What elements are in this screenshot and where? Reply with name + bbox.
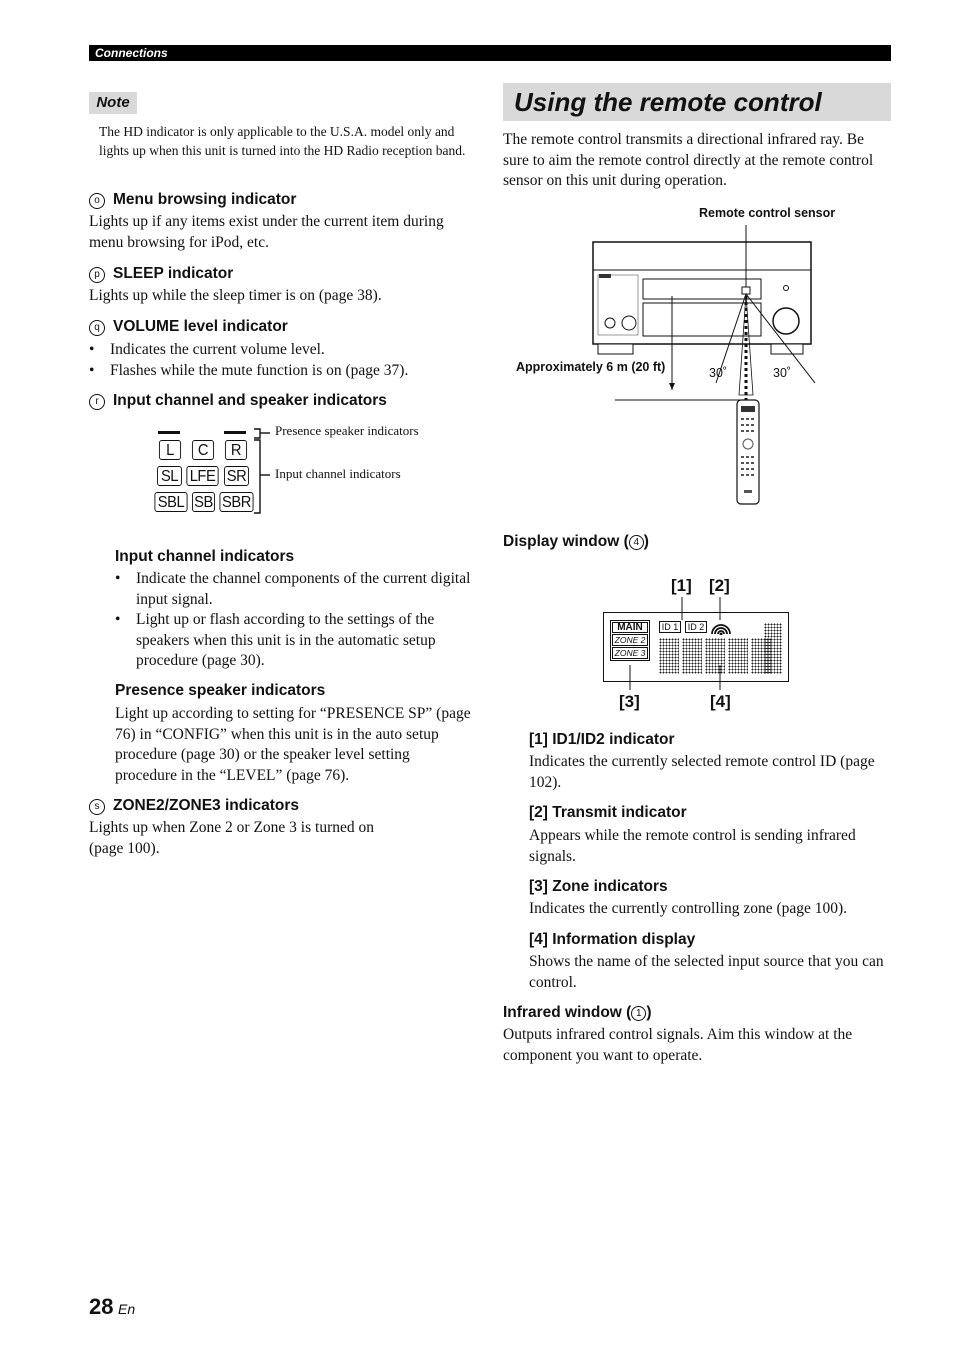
item-1-text: Indicates the currently selected remote control ID (page 102). xyxy=(529,753,875,791)
item-4-title: [4] Information display xyxy=(529,931,696,948)
language-code: En xyxy=(118,1301,136,1317)
menu-browsing-text: Lights up if any items exist under the current item during menu browsing for iPod, etc. xyxy=(89,213,444,251)
zone-title: ZONE2/ZONE3 indicators xyxy=(113,797,300,814)
item-3-title: [3] Zone indicators xyxy=(529,878,668,895)
callout-2: [2] xyxy=(709,576,730,595)
info-display-char xyxy=(659,638,679,674)
channel-sbl: SBL xyxy=(154,492,187,512)
display-window xyxy=(603,612,789,682)
marker-p: p xyxy=(89,267,105,283)
zone-2: ZONE 2 xyxy=(612,634,648,646)
presence-bar xyxy=(158,431,180,434)
callout-1: [1] xyxy=(671,576,692,595)
intro-text: The remote control transmits a directional infrared ray. Be sure to aim the remote control directly at the remote control sensor on this unit during operation. xyxy=(503,131,874,189)
angle-right-label: 30˚ xyxy=(773,366,792,380)
marker-1: 1 xyxy=(631,1006,646,1021)
infrared-title: Infrared window ( xyxy=(503,1004,632,1021)
note-label: Note xyxy=(89,92,137,114)
volume-title: VOLUME level indicator xyxy=(113,318,288,335)
infrared-title-end: ) xyxy=(646,1004,652,1021)
channel-sb: SB xyxy=(192,492,215,512)
display-window-title: Display window ( xyxy=(503,533,629,550)
channel-sl: SL xyxy=(157,466,182,486)
info-display-char xyxy=(705,638,725,674)
input-speaker-title: Input channel and speaker indicators xyxy=(113,392,387,409)
item-3-text: Indicates the currently controlling zone (page 100). xyxy=(529,900,848,917)
header-bar xyxy=(89,45,891,61)
zone-text: Lights up when Zone 2 or Zone 3 is turned on (page 100). xyxy=(89,819,374,857)
list-item: • Indicate the channel components of the current digital input signal. xyxy=(115,569,475,610)
item-4-text: Shows the name of the selected input source that you can control. xyxy=(529,953,884,991)
item-2-text: Appears while the remote control is sending infrared signals. xyxy=(529,827,856,865)
callout-4: [4] xyxy=(710,692,731,711)
page-number: 28 xyxy=(89,1294,114,1319)
channel-l: L xyxy=(159,440,181,460)
info-display-char xyxy=(682,638,702,674)
presence-text: Light up according to setting for “PRESENCE SP” (page 76) in “CONFIG” when this unit is in the auto setup procedure (page 30) or the speaker level setting procedure in the “LEVEL” (page 76). xyxy=(115,705,471,784)
zone-heading xyxy=(89,796,299,816)
marker-r: r xyxy=(89,394,105,410)
channel-c: C xyxy=(192,440,214,460)
info-display-char xyxy=(728,638,748,674)
volume-list xyxy=(89,340,474,381)
menu-browsing-heading xyxy=(89,190,296,210)
input-channel-title: Input channel indicators xyxy=(115,548,295,565)
infrared-text: Outputs infrared control signals. Aim this window at the component you want to operate. xyxy=(503,1026,853,1064)
marker-q: q xyxy=(89,320,105,336)
id2-indicator: ID 2 xyxy=(685,621,707,633)
zone-3: ZONE 3 xyxy=(612,647,648,659)
list-item: • Indicates the current volume level. xyxy=(89,340,474,361)
marker-s: s xyxy=(89,799,105,815)
sleep-heading xyxy=(89,264,233,284)
transmit-icon xyxy=(710,619,732,635)
display-window-heading xyxy=(503,532,649,552)
info-display-char xyxy=(764,623,782,674)
channel-lfe: LFE xyxy=(186,466,218,486)
sleep-text: Lights up while the sleep timer is on (page 38). xyxy=(89,287,382,304)
list-item: • Flashes while the mute function is on (page 37). xyxy=(89,361,474,382)
note-text: The HD indicator is only applicable to the U.S.A. model only and lights up when this unit is turned into the HD Radio reception band. xyxy=(99,124,466,158)
page-title: Using the remote control xyxy=(514,87,822,117)
distance-label: Approximately 6 m (20 ft) xyxy=(516,360,666,374)
presence-bar xyxy=(224,431,246,434)
marker-o: o xyxy=(89,193,105,209)
id1-indicator: ID 1 xyxy=(659,621,681,633)
sensor-label: Remote control sensor xyxy=(699,206,836,220)
item-2-title: [2] Transmit indicator xyxy=(529,804,687,821)
infrared-heading xyxy=(503,1003,651,1023)
channel-r: R xyxy=(225,440,247,460)
zone-main: MAIN xyxy=(612,622,648,633)
input-callout: Input channel indicators xyxy=(275,466,401,481)
display-window-title-end: ) xyxy=(643,533,649,550)
section-label: Connections xyxy=(95,46,168,60)
list-item: • Light up or flash according to the settings of the speakers when this unit is in the automatic setup procedure (page 30). xyxy=(115,610,475,672)
sleep-title: SLEEP indicator xyxy=(113,265,234,282)
input-channel-list xyxy=(115,569,475,672)
remote-sensor-figure xyxy=(503,200,893,510)
angle-left-label: 30˚ xyxy=(709,366,728,380)
receiver-and-remote-drawing xyxy=(503,200,893,510)
presence-callout: Presence speaker indicators xyxy=(275,423,419,438)
channel-indicator-figure xyxy=(150,425,480,520)
marker-4: 4 xyxy=(629,535,644,550)
item-1-title: [1] ID1/ID2 indicator xyxy=(529,731,675,748)
menu-browsing-title: Menu browsing indicator xyxy=(113,191,297,208)
channel-sbr: SBR xyxy=(219,492,253,512)
callout-3: [3] xyxy=(619,692,640,711)
channel-sr: SR xyxy=(224,466,249,486)
presence-title: Presence speaker indicators xyxy=(115,682,326,699)
volume-heading xyxy=(89,317,288,337)
input-speaker-heading xyxy=(89,391,387,411)
